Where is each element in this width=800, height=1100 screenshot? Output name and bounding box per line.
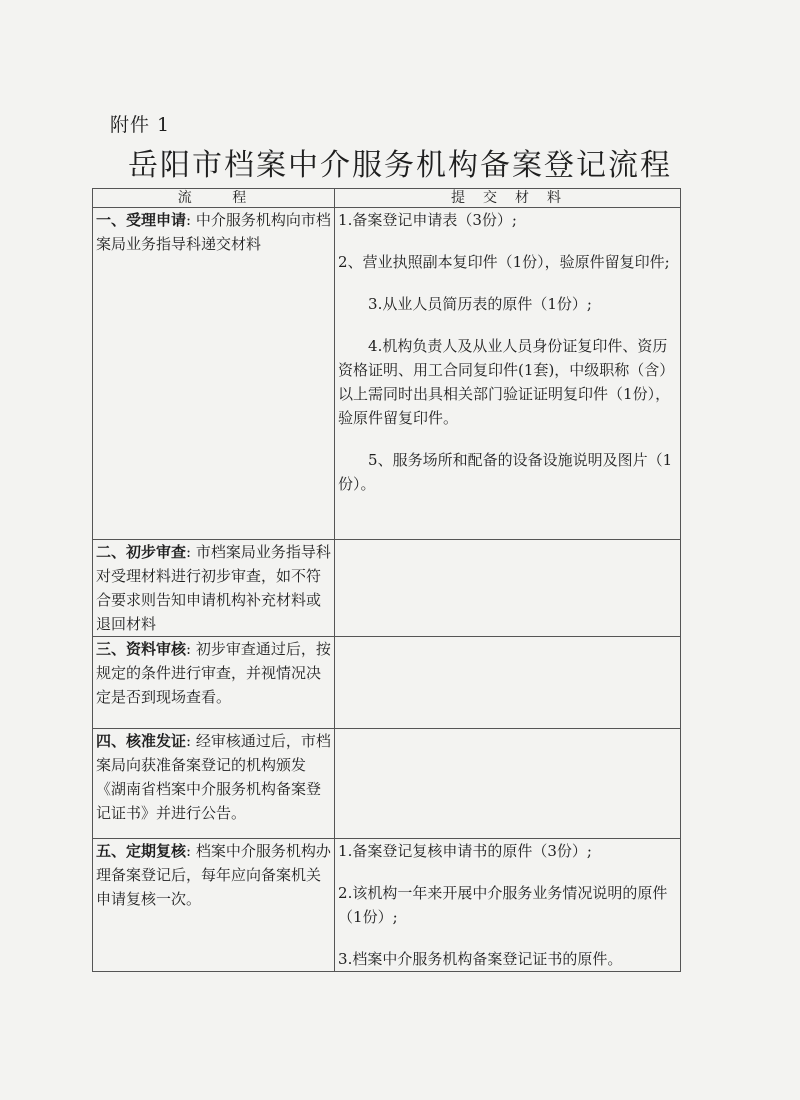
material-item: 3.档案中介服务机构备案登记证书的原件。 — [338, 950, 623, 968]
step-text: : 经审核通过后，市档案局向获准备案登记的机构颁发《湖南省档案中介服务机构备案登记证书》并进行公告。 — [96, 732, 331, 822]
materials-cell — [335, 540, 681, 637]
step-title: 四、核准发证 — [96, 732, 187, 750]
materials-cell — [335, 637, 681, 729]
attachment-label: 附件 1 — [110, 114, 171, 136]
step-text: : 中介服务机构向市档案局业务指导科递交材料 — [96, 211, 331, 253]
materials-cell — [335, 839, 681, 972]
header-process: 流 程 — [93, 189, 335, 208]
step-text: : 初步审查通过后，按规定的条件进行审查，并视情况决定是否到现场查看。 — [96, 640, 331, 706]
step-cell — [93, 540, 335, 637]
header-materials: 提交材料 — [335, 189, 681, 208]
table-header-row — [93, 189, 681, 208]
table-row — [93, 637, 681, 729]
process-table — [92, 188, 681, 972]
material-item: 2、营业执照副本复印件（1份），验原件留复印件; — [338, 253, 670, 271]
table-row — [93, 729, 681, 839]
step-text: : 档案中介服务机构办理备案登记后，每年应向备案机关申请复核一次。 — [96, 842, 331, 908]
materials-cell — [335, 729, 681, 839]
materials-cell — [335, 208, 681, 540]
material-item: 5、服务场所和配备的设备设施说明及图片（1份）。 — [338, 451, 673, 493]
step-title: 一、受理申请 — [96, 211, 187, 229]
step-title: 二、初步审查 — [96, 543, 187, 561]
table-row — [93, 208, 681, 540]
step-cell — [93, 839, 335, 972]
material-item: 4.机构负责人及从业人员身份证复印件、资历资格证明、用工合同复印件(1套)，中级职称（含）以上需同时出具相关部门验证证明复印件（1份），验原件留复印件。 — [338, 337, 675, 427]
step-title: 三、资料审核 — [96, 640, 187, 658]
material-item: 1.备案登记复核申请书的原件（3份）; — [338, 842, 592, 860]
table-row — [93, 839, 681, 972]
page-title: 岳阳市档案中介服务机构备案登记流程 — [128, 148, 672, 183]
step-cell — [93, 208, 335, 540]
material-item: 2.该机构一年来开展中介服务业务情况说明的原件（1份）; — [338, 884, 668, 926]
material-item: 3.从业人员简历表的原件（1份）; — [368, 295, 592, 313]
step-title: 五、定期复核 — [96, 842, 187, 860]
step-cell — [93, 637, 335, 729]
table-row — [93, 540, 681, 637]
material-item: 1.备案登记申请表（3份）; — [338, 211, 517, 229]
step-cell — [93, 729, 335, 839]
step-text: : 市档案局业务指导科对受理材料进行初步审查，如不符合要求则告知申请机构补充材料或退回材料 — [96, 543, 331, 633]
